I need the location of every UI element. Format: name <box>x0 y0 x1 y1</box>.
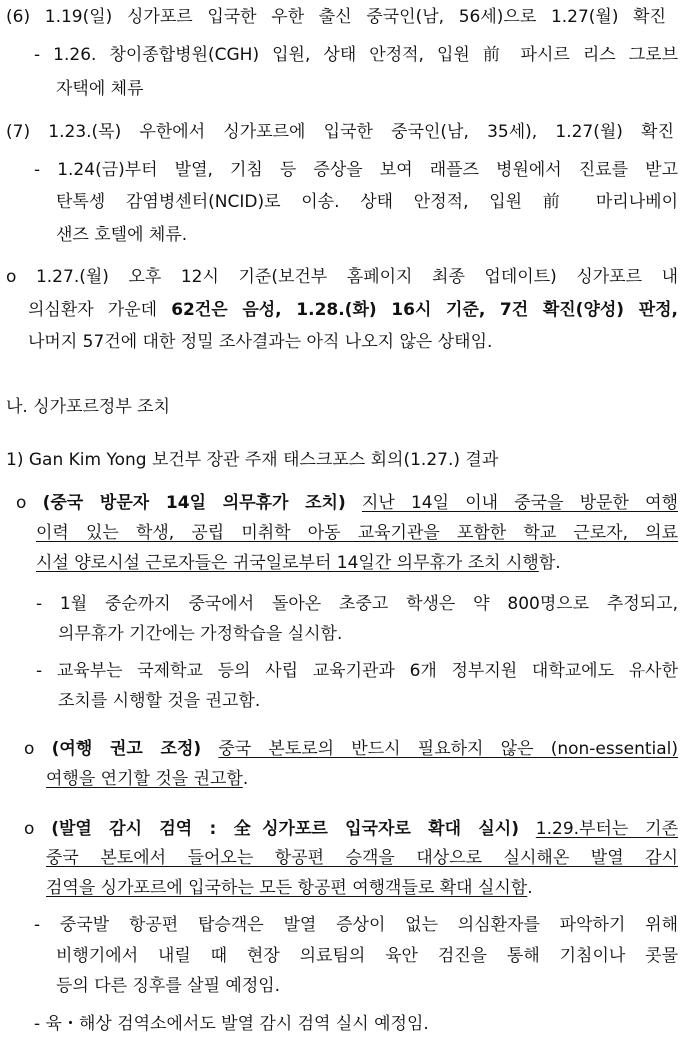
fever-text-1: 1.29.부터는 기존 <box>535 819 678 839</box>
fever-line-1 <box>24 817 678 841</box>
summary-line-2-bold: 62건은 음성, 1.28.(화) 16시 기준, 7건 확진(양성) 판정, <box>171 300 678 320</box>
travel-line-2 <box>46 767 248 791</box>
leave-text-2: 이력 있는 학생, 공립 미취학 아동 교육기관을 포함한 학교 근로자, 의료 <box>36 523 678 543</box>
travel-text-2-tail: . <box>242 769 249 789</box>
leave-line-1 <box>16 491 678 515</box>
fever-text-2: 중국 본토에서 들어오는 항공편 승객을 대상으로 실시해온 발열 감시 <box>46 848 678 868</box>
fever-text-3: 검역을 싱가포르에 입국하는 모든 항공편 여행객들로 확대 실시함 <box>46 878 528 898</box>
fever-detail-1-line-3: 등의 다른 징후를 살필 예정임. <box>56 976 281 996</box>
leave-bullet: o <box>16 493 27 513</box>
item-6-detail-line-2: 자택에 체류 <box>56 79 144 99</box>
summary-line-3: 나머지 57건에 대한 정밀 조사결과는 아직 나오지 않은 상태임. <box>28 332 493 352</box>
fever-line-3 <box>46 876 533 900</box>
meeting-heading: 1) Gan Kim Yong 보건부 장관 주재 태스크포스 회의(1.27.) 결과 <box>6 450 499 470</box>
fever-detail-2-line-1: - 육・해상 검역소에서도 발열 감시 검역 실시 예정임. <box>34 1014 429 1034</box>
summary-line-2-text: 의심환자 가운데 <box>28 300 172 320</box>
travel-text-1: 중국 본토로의 반드시 필요하지 않은 (non-essential) <box>218 739 679 759</box>
leave-line-3 <box>36 551 561 575</box>
fever-line-2 <box>46 846 678 870</box>
leave-title: (중국 방문자 14일 의무휴가 조치) <box>42 493 346 513</box>
fever-bullet: o <box>24 819 35 839</box>
leave-detail-2-line-2: 조치를 시행할 것을 권고함. <box>58 691 261 711</box>
item-7-detail-line-1: - 1.24(금)부터 발열, 기침 등 증상을 보여 래플즈 병원에서 진료를 받고 <box>34 160 678 180</box>
item-7-detail-line-2: 탄톡셍 감염병센터(NCID)로 이송. 상태 안정적, 입원 前 마리나베이 <box>56 192 678 212</box>
summary-line-1: o 1.27.(월) 오후 12시 기준(보건부 홈페이지 최종 업데이트) 싱가포르 내 <box>6 267 678 287</box>
fever-title: (발열 감시 검역 : 全싱가포르 입국자로 확대 실시) <box>51 819 519 839</box>
travel-bullet: o <box>24 739 35 759</box>
leave-detail-1-line-1: - 1월 중순까지 중국에서 돌아온 초중고 학생은 약 800명으로 추정되고, <box>36 594 678 614</box>
item-7-detail-line-3: 샌즈 호텔에 체류. <box>56 225 188 245</box>
item-6-detail-line-1: - 1.26. 창이종합병원(CGH) 입원, 상태 안정적, 입원 前 파시르 리스 그로브 <box>34 45 678 65</box>
section-heading: 나. 싱가포르정부 조치 <box>6 397 171 417</box>
travel-text-2: 여행을 연기할 것을 권고함 <box>46 769 243 789</box>
travel-line-1 <box>24 737 678 761</box>
leave-detail-2-line-1: - 교육부는 국제학교 등의 사립 교육기관과 6개 정부지원 대학교에도 유사한 <box>36 661 678 681</box>
fever-detail-1-line-1: - 중국발 항공편 탑승객은 발열 증상이 없는 의심환자를 파악하기 위해 <box>34 915 678 935</box>
leave-text-3-tail: 함. <box>538 553 561 573</box>
leave-detail-1-line-2: 의무휴가 기간에는 가정학습을 실시함. <box>58 624 343 644</box>
leave-line-2 <box>36 521 678 545</box>
summary-line-2 <box>28 298 678 322</box>
item-6-heading: (6) 1.19(일) 싱가포르 입국한 우한 출신 중국인(남, 56세)으로 1.27(월) 확진 <box>6 7 666 27</box>
fever-detail-1-line-2: 비행기에서 내릴 때 현장 의료팀의 육안 검진을 통해 기침이나 콧물 <box>56 946 678 966</box>
leave-text-3: 시설 양로시설 근로자들은 귀국일로부터 14일간 의무휴가 조치 시행 <box>36 553 539 573</box>
fever-text-3-tail: . <box>527 878 533 898</box>
leave-text-1: 지난 14일 이내 중국을 방문한 여행 <box>361 493 679 513</box>
travel-title: (여행 권고 조정) <box>51 739 202 759</box>
item-7-heading: (7) 1.23.(목) 우한에서 싱가포르에 입국한 중국인(남, 35세), 1.27(월) 확진 <box>6 122 674 142</box>
